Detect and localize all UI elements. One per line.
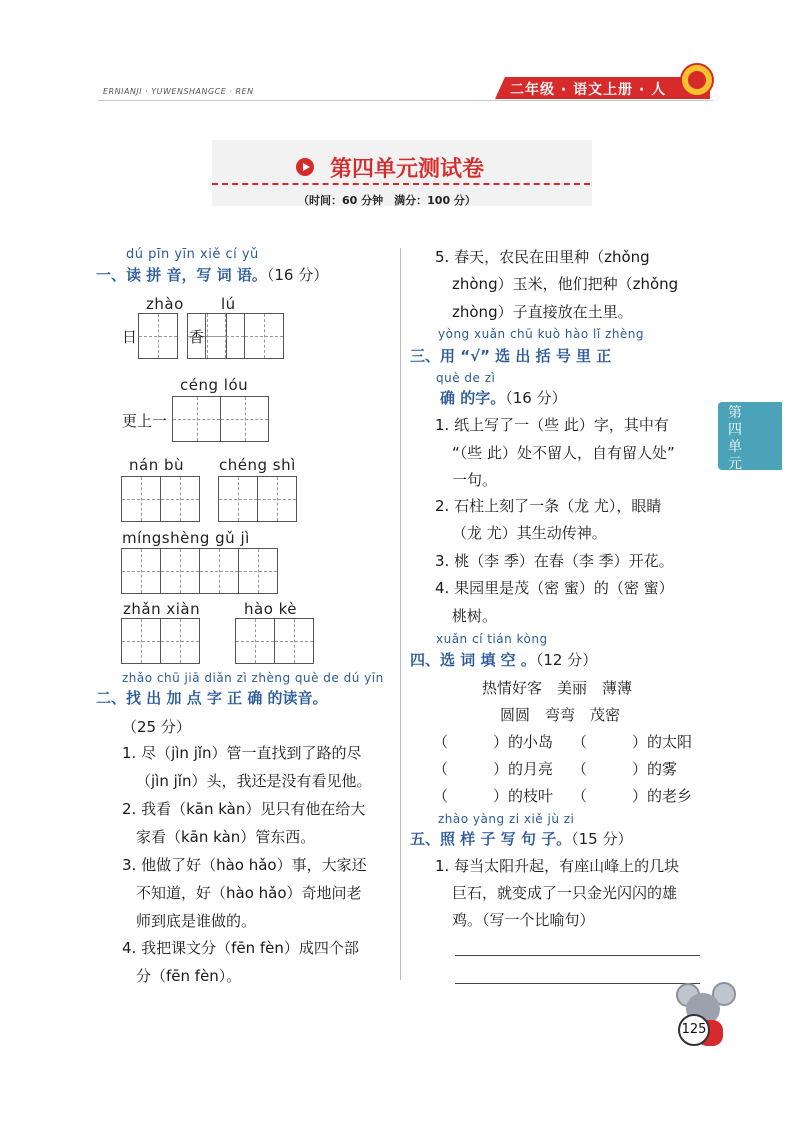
page-subtitle: （时间：60 分钟 满分：100 分） [298,194,476,207]
writing-grid[interactable] [206,313,284,359]
sec3-q4-line2: 桃树。 [452,607,498,625]
sec4-pinyin: xuǎn cí tián kòng [436,632,548,646]
sec4-fill-1a[interactable]: （ ）的小岛 [433,733,554,751]
sec3-pinyin2: què de zì [436,371,496,385]
title-divider [212,183,590,185]
logo-badge-inner [688,71,706,89]
sec5-pinyin: zhào yàng zi xiě jù zi [438,812,575,826]
sec1-r5-pinyin-a: zhǎn xiàn [123,600,201,618]
writing-grid[interactable] [122,618,200,664]
sec2-q1-line1: 1. 尽（jìn jǐn）管一直找到了路的尽 [122,744,362,762]
sec1-r1-pinyin-a: zhào [146,295,184,313]
sec4-fill-3a[interactable]: （ ）的枝叶 [433,787,554,805]
sec3-heading: 三、用 “√” 选 出 括 号 里 正 [410,347,612,365]
sec5-heading: 五、照 样 子 写 句 子。（15 分） [410,830,633,848]
sec5-q1-line2: 巨石，就变成了一只金光闪闪的雄 [452,884,678,902]
writing-grid[interactable] [219,476,297,522]
sec4-heading: 四、选 词 填 空 。（12 分） [410,651,598,669]
sec4-words-line1: 热情好客 美丽 薄薄 [482,679,633,697]
page-number: 125 [678,1014,710,1046]
sec2-q5-line2: zhòng）玉米，他们把种（zhǒng [452,275,679,293]
sec2-q5-line1: 5. 春天，农民在田里种（zhǒng [435,248,650,266]
sec1-r3-pinyin-b: chéng shì [219,456,296,474]
sec1-r2-lead: 更上一 [122,412,168,430]
sec3-q2-line1: 2. 石柱上刻了一条（龙 尤），眼睛 [435,497,662,515]
sec4-fill-2b[interactable]: （ ）的雾 [572,760,678,778]
sec2-q5-line3: zhòng）子直接放在土里。 [452,303,633,321]
sec1-r2-pinyin: céng lóu [180,376,249,394]
sec2-q4-line1: 4. 我把课文分（fēn fèn）成四个部 [122,939,359,957]
sec2-pinyin: zhǎo chū jiā diǎn zì zhèng què de dú yīn [122,671,384,685]
answer-line[interactable] [455,955,700,956]
sec2-q3-line3: 师到底是谁做的。 [136,912,257,930]
sec2-q2-line2: 家看（kān kàn）管东西。 [136,828,316,846]
writing-grid[interactable] [173,396,269,442]
sec4-words-line2: 圆圆 弯弯 茂密 [500,706,621,724]
sec1-r1-char-b: 香 [189,328,205,346]
sec1-r1-pinyin-b: lú [221,295,236,313]
header-rule [98,100,713,101]
column-divider [400,248,401,980]
sec4-fill-3b[interactable]: （ ）的老乡 [572,787,693,805]
sec2-q3-line2: 不知道，好（hào hǎo）奇地问老 [136,884,362,902]
sec1-r5-pinyin-b: hào kè [244,600,298,618]
writing-grid[interactable] [236,618,314,664]
sec3-pinyin1: yòng xuǎn chū kuò hào lǐ zhèng [438,327,645,341]
page-title: 第四单元测试卷 [330,156,485,182]
sec2-q3-line1: 3. 他做了好（hào hǎo）事，大家还 [122,856,367,874]
sec3-q4-line1: 4. 果园里是茂（密 蜜）的（密 蜜） [435,579,674,597]
sec3-q1-line3: 一句。 [452,471,498,489]
sec1-pinyin: dú pīn yīn xiě cí yǔ [126,247,259,262]
sec2-points: （25 分） [122,718,191,736]
sec1-r3-pinyin-a: nán bù [129,456,185,474]
sec3-q3: 3. 桃（李 季）在春（李 季）开花。 [435,552,674,570]
writing-grid[interactable] [122,476,200,522]
sec3-q1-line2: “（些 此）处不留人，自有留人处” [452,444,675,462]
side-tab-label: 第四单元 [728,405,742,472]
sec1-r1-char-a: 日 [122,328,138,346]
writing-grid[interactable] [122,548,278,594]
sec3-heading2: 确 的字。（16 分） [440,389,567,407]
sec2-heading: 二、找 出 加 点 字 正 确 的读音。 [96,689,328,707]
sec1-heading: 一、读 拼 音，写 词 语。（16 分） [96,266,329,284]
sec3-q2-line2: （龙 尤）其生动传神。 [452,524,607,542]
play-icon [296,158,314,176]
sec4-fill-1b[interactable]: （ ）的太阳 [572,733,693,751]
sec3-q1-line1: 1. 纸上写了一（些 此）字，其中有 [435,416,669,434]
sec5-q1-line1: 1. 每当太阳升起，有座山峰上的几块 [435,857,680,875]
sec2-q4-line2: 分（fēn fèn）。 [136,967,242,985]
sec1-r4-pinyin: míngshèng gǔ jì [122,529,250,547]
sec4-fill-2a[interactable]: （ ）的月亮 [433,760,554,778]
header-right-text: 二年级 · 语文上册 · 人 [510,82,667,98]
sec2-q2-line1: 2. 我看（kān kàn）见只有他在给大 [122,800,366,818]
header-left-text: ERNIANJI · YUWENSHANGCE · REN [103,87,254,96]
sec5-q1-line3: 鸡。（写一个比喻句） [452,911,595,929]
sec2-q1-line2: （jìn jǐn）头，我还是没有看见他。 [136,772,372,790]
answer-line[interactable] [455,983,700,984]
